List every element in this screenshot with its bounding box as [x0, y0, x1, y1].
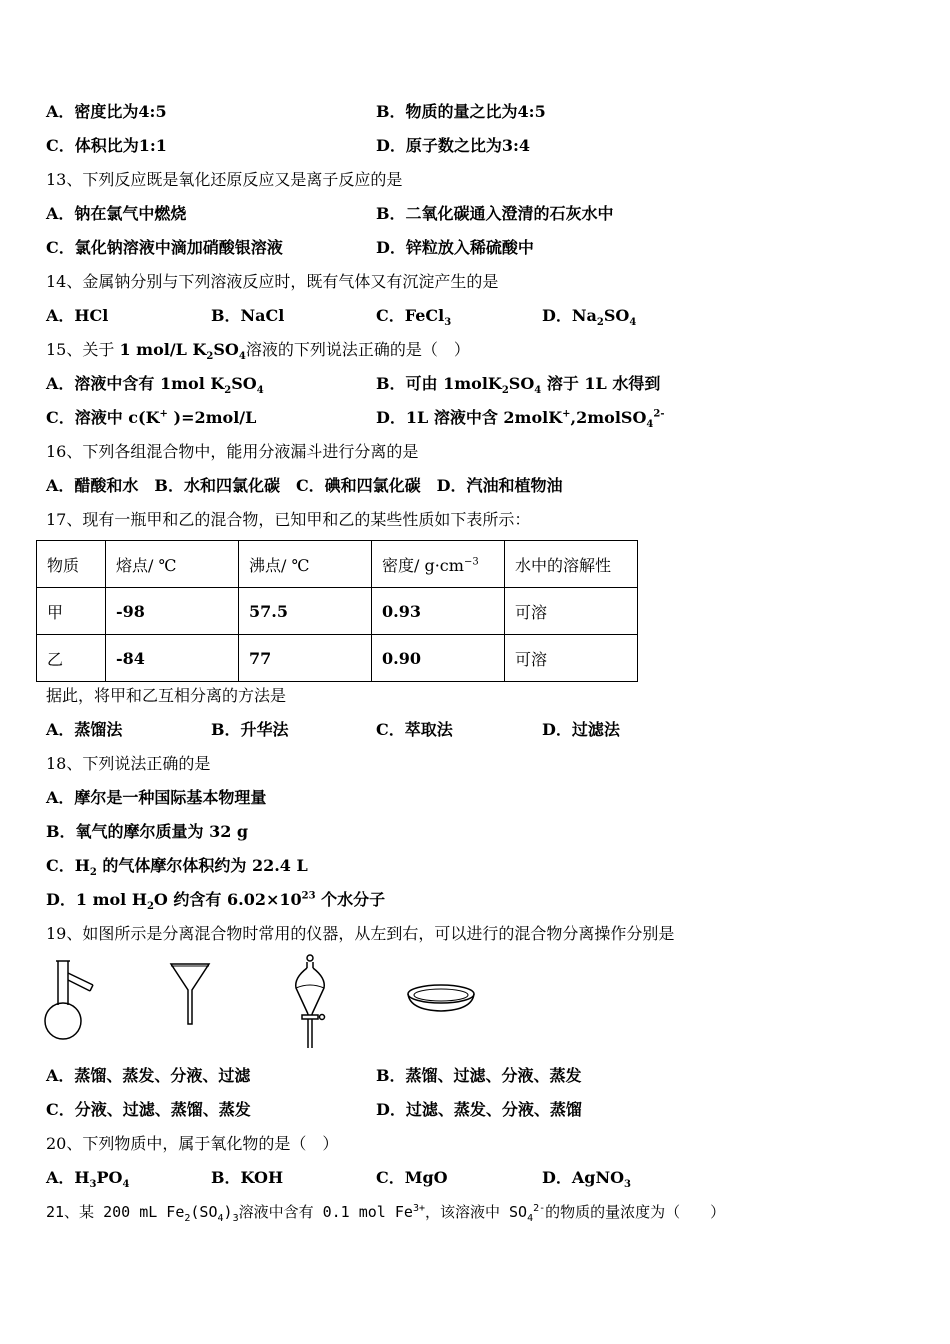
q12-row1	[46, 102, 906, 122]
separatory-funnel-icon	[290, 952, 330, 1052]
q13-option-d: D．锌粒放入稀硫酸中	[376, 238, 534, 257]
q19-option-b: B．蒸馏、过滤、分液、蒸发	[376, 1066, 582, 1085]
q18-option-a: A．摩尔是一种国际基本物理量	[46, 788, 267, 807]
q20-options	[46, 1168, 906, 1191]
q20-stem: 20、下列物质中，属于氧化物的是（ ）	[46, 1134, 339, 1153]
table-cell: 甲	[37, 588, 106, 635]
q12-option-a: A．密度比为4:5	[46, 102, 167, 121]
q15-stem: 15、关于 1 mol/L $K_2SO_4$溶液的下列说法正确的是（ ）	[46, 340, 470, 363]
q12-option-d: D．原子数之比为3:4	[376, 136, 531, 155]
q13-row1	[46, 204, 906, 224]
q13-option-a: A．钠在氯气中燃烧	[46, 204, 187, 223]
q16-stem: 16、下列各组混合物中，能用分液漏斗进行分离的是	[46, 442, 419, 461]
q18-option-d: D．1 mol $H_2O$ 约含有 $6.02\times 10^{23}$ 个水分子	[46, 890, 386, 913]
q13-option-c: C．氯化钠溶液中滴加硝酸银溶液	[46, 238, 283, 257]
table-header-cell: 熔点/ ℃	[106, 541, 239, 588]
q13-stem: 13、下列反应既是氧化还原反应又是离子反应的是	[46, 170, 403, 189]
q19-option-c: C．分液、过滤、蒸馏、蒸发	[46, 1100, 251, 1119]
q17-stem: 17、现有一瓶甲和乙的混合物，已知甲和乙的某些性质如下表所示：	[46, 510, 531, 529]
table-header-cell: 物质	[37, 541, 106, 588]
q17-option-b: B．升华法	[211, 720, 289, 739]
table-row	[37, 588, 638, 635]
table-row	[37, 635, 638, 682]
q13-row2	[46, 238, 906, 258]
q14-option-d: D．$Na_2SO_4$	[542, 306, 637, 329]
q21-stem: 21、某 200 mL $Fe_2(SO_4)_3$溶液中含有 0.1 mol $Fe^{3+}$，该溶液中 $SO_4^{2-}$的物质的量浓度为（ ）	[46, 1203, 726, 1224]
q12-option-c: C．体积比为1:1	[46, 136, 167, 155]
q17-options	[46, 720, 906, 740]
q17-followup: 据此，将甲和乙互相分离的方法是	[46, 686, 287, 705]
q12-row2	[46, 136, 906, 156]
q20-option-c: C．MgO	[376, 1168, 448, 1187]
q14-option-c: C．FeCl$_3$	[376, 306, 452, 329]
distillation-flask-icon	[38, 955, 98, 1045]
funnel-icon	[168, 960, 212, 1030]
q20-option-b: B．KOH	[211, 1168, 284, 1187]
q14-option-b: B．NaCl	[211, 306, 285, 325]
table-cell: 0.90	[372, 635, 505, 682]
q19-row1	[46, 1066, 906, 1086]
q15-option-b: B．可由 $1molK_2SO_4$ 溶于 1L 水得到	[376, 374, 661, 397]
q15-option-c: C．溶液中 c(K+ )=2mol/L	[46, 408, 257, 427]
table-cell: -98	[106, 588, 239, 635]
q20-option-d: D．AgNO$_3$	[542, 1168, 632, 1191]
q19-stem: 19、如图所示是分离混合物时常用的仪器，从左到右，可以进行的混合物分离操作分别是	[46, 924, 675, 943]
q18-option-b: B．氧气的摩尔质量为 32 g	[46, 822, 249, 841]
q14-stem: 14、金属钠分别与下列溶液反应时，既有气体又有沉淀产生的是	[46, 272, 499, 291]
q14-option-a: A．HCl	[46, 306, 109, 325]
table-cell: 可溶	[505, 588, 638, 635]
table-cell: 57.5	[239, 588, 372, 635]
q15-option-a: A．溶液中含有 1mol $K_2SO_4$	[46, 374, 264, 397]
q19-option-d: D．过滤、蒸发、分液、蒸馏	[376, 1100, 582, 1119]
table-header-cell: 沸点/ ℃	[239, 541, 372, 588]
q12-option-b: B．物质的量之比为4:5	[376, 102, 546, 121]
table-header-row	[37, 541, 638, 588]
q15-row1	[46, 374, 906, 397]
table-cell: 乙	[37, 635, 106, 682]
evaporating-dish-icon	[404, 980, 478, 1016]
q17-option-a: A．蒸馏法	[46, 720, 123, 739]
q14-options	[46, 306, 906, 329]
properties-table	[36, 540, 638, 682]
q13-option-b: B．二氧化碳通入澄清的石灰水中	[376, 204, 614, 223]
table-cell: 77	[239, 635, 372, 682]
table-header-cell: 水中的溶解性	[505, 541, 638, 588]
q18-option-c: C．$H_2$ 的气体摩尔体积约为 22.4 L	[46, 856, 308, 879]
q19-option-a: A．蒸馏、蒸发、分液、过滤	[46, 1066, 251, 1085]
q17-option-c: C．萃取法	[376, 720, 453, 739]
q19-row2	[46, 1100, 906, 1120]
q16-options: A．醋酸和水 B．水和四氯化碳 C．碘和四氯化碳 D．汽油和植物油	[46, 476, 563, 495]
table-cell: 0.93	[372, 588, 505, 635]
table-header-cell: 密度/ $g\cdot cm^{-3}$	[372, 541, 505, 588]
q15-row2	[46, 408, 906, 431]
q15-option-d: D．1L 溶液中含 2molK+,2molSO$_4^{2-}$	[376, 408, 665, 431]
table-cell: 可溶	[505, 635, 638, 682]
table-cell: -84	[106, 635, 239, 682]
q18-stem: 18、下列说法正确的是	[46, 754, 211, 773]
q17-option-d: D．过滤法	[542, 720, 620, 739]
q20-option-a: A．$H_3PO_4$	[46, 1168, 130, 1191]
